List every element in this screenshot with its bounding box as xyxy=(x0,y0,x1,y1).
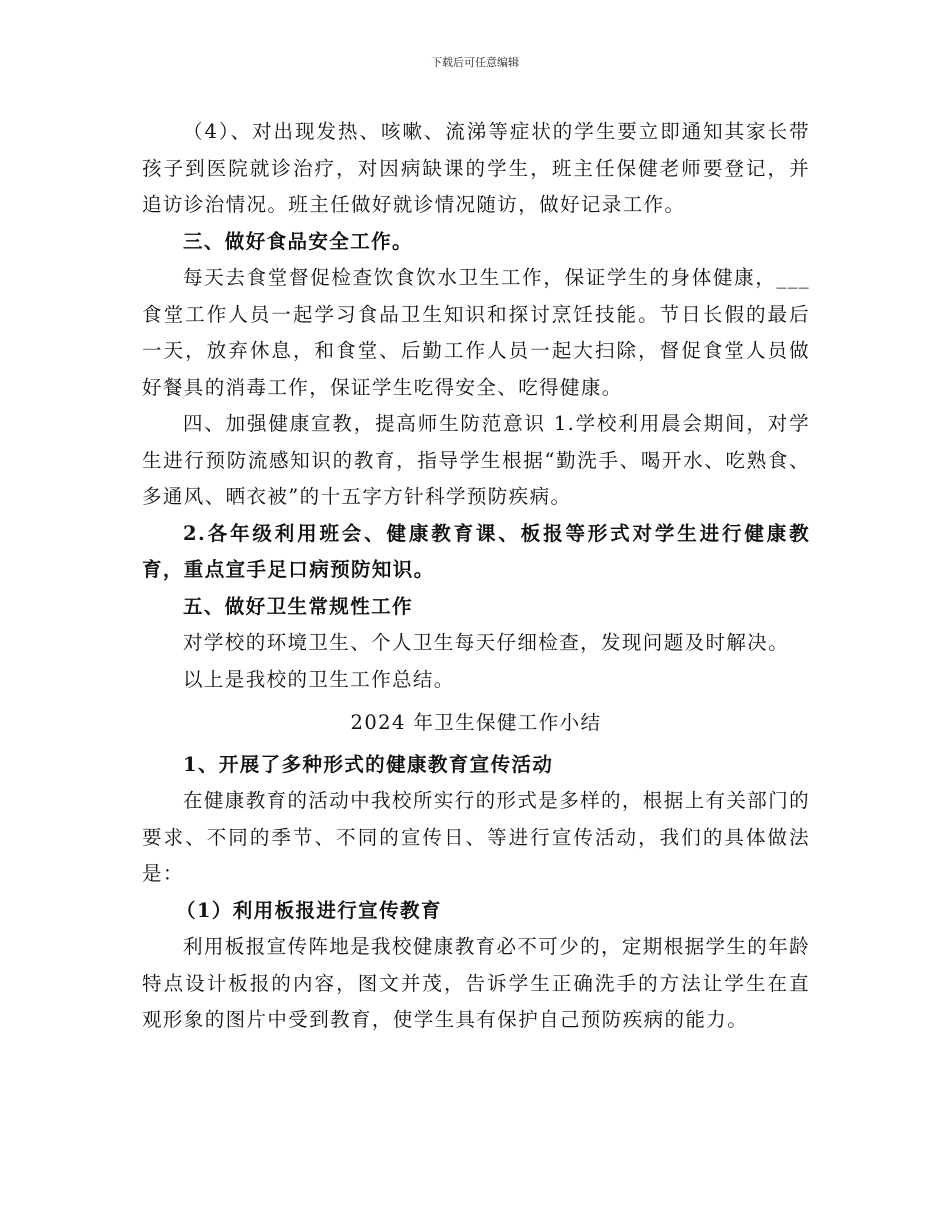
paragraph-health-education: 四、加强健康宣教，提高师生防范意识 1.学校利用晨会期间，对学生进行预防流感知识的教育，指导学生根据“勤洗手、喝开水、吃熟食、多通风、晒衣被”的十五字方针科学预防疾病。 xyxy=(142,412,810,508)
section-title-2024-summary: 2024 年卫生保健工作小结 xyxy=(350,711,602,734)
heading-routine-hygiene: 五、做好卫生常规性工作 xyxy=(183,594,413,618)
paragraph-grade-education: 2.各年级利用班会、健康教育课、板报等形式对学生进行健康教育，重点宣手足口病预防知识。 xyxy=(142,521,810,581)
heading-blackboard-publicity: （1）利用板报进行宣传教育 xyxy=(176,898,442,922)
heading-publicity-activities: 1、开展了多种形式的健康教育宣传活动 xyxy=(183,752,554,776)
paragraph-canteen-inspection: 每天去食堂督促检查饮食饮水卫生工作，保证学生的身体健康，___食堂工作人员一起学习食品卫生知识和探讨烹饪技能。节日长假的最后一天，放弃休息，和食堂、后勤工作人员一起大扫除，督促食堂人员做好餐具的消毒工作，保证学生吃得安全、吃得健康。 xyxy=(142,266,810,399)
paragraph-daily-check: 对学校的环境卫生、个人卫生每天仔细检查，发现问题及时解决。 xyxy=(183,631,790,654)
document-body xyxy=(142,114,810,1039)
paragraph-activity-forms: 在健康教育的活动中我校所实行的形式是多样的，根据上有关部门的要求、不同的季节、不同的宣传日、等进行宣传活动，我们的具体做法是： xyxy=(142,789,811,885)
heading-food-safety: 三、做好食品安全工作。 xyxy=(183,229,413,253)
paragraph-symptom-followup: （4）、对出现发热、咳嗽、流涕等症状的学生要立即通知其家长带孩子到医院就诊治疗，对因病缺课的学生，班主任保健老师要登记，并追访诊治情况。班主任做好就诊情况随访，做好记录工作。 xyxy=(142,120,810,216)
paragraph-blackboard-details: 利用板报宣传阵地是我校健康教育必不可少的，定期根据学生的年龄特点设计板报的内容，图文并茂，告诉学生正确洗手的方法让学生在直观形象的图片中受到教育，使学生具有保护自己预防疾病的能力。 xyxy=(142,935,811,1031)
paragraph-summary-closing: 以上是我校的卫生工作总结。 xyxy=(183,667,455,691)
page-header-note: 下载后可任意编辑 xyxy=(431,56,519,69)
